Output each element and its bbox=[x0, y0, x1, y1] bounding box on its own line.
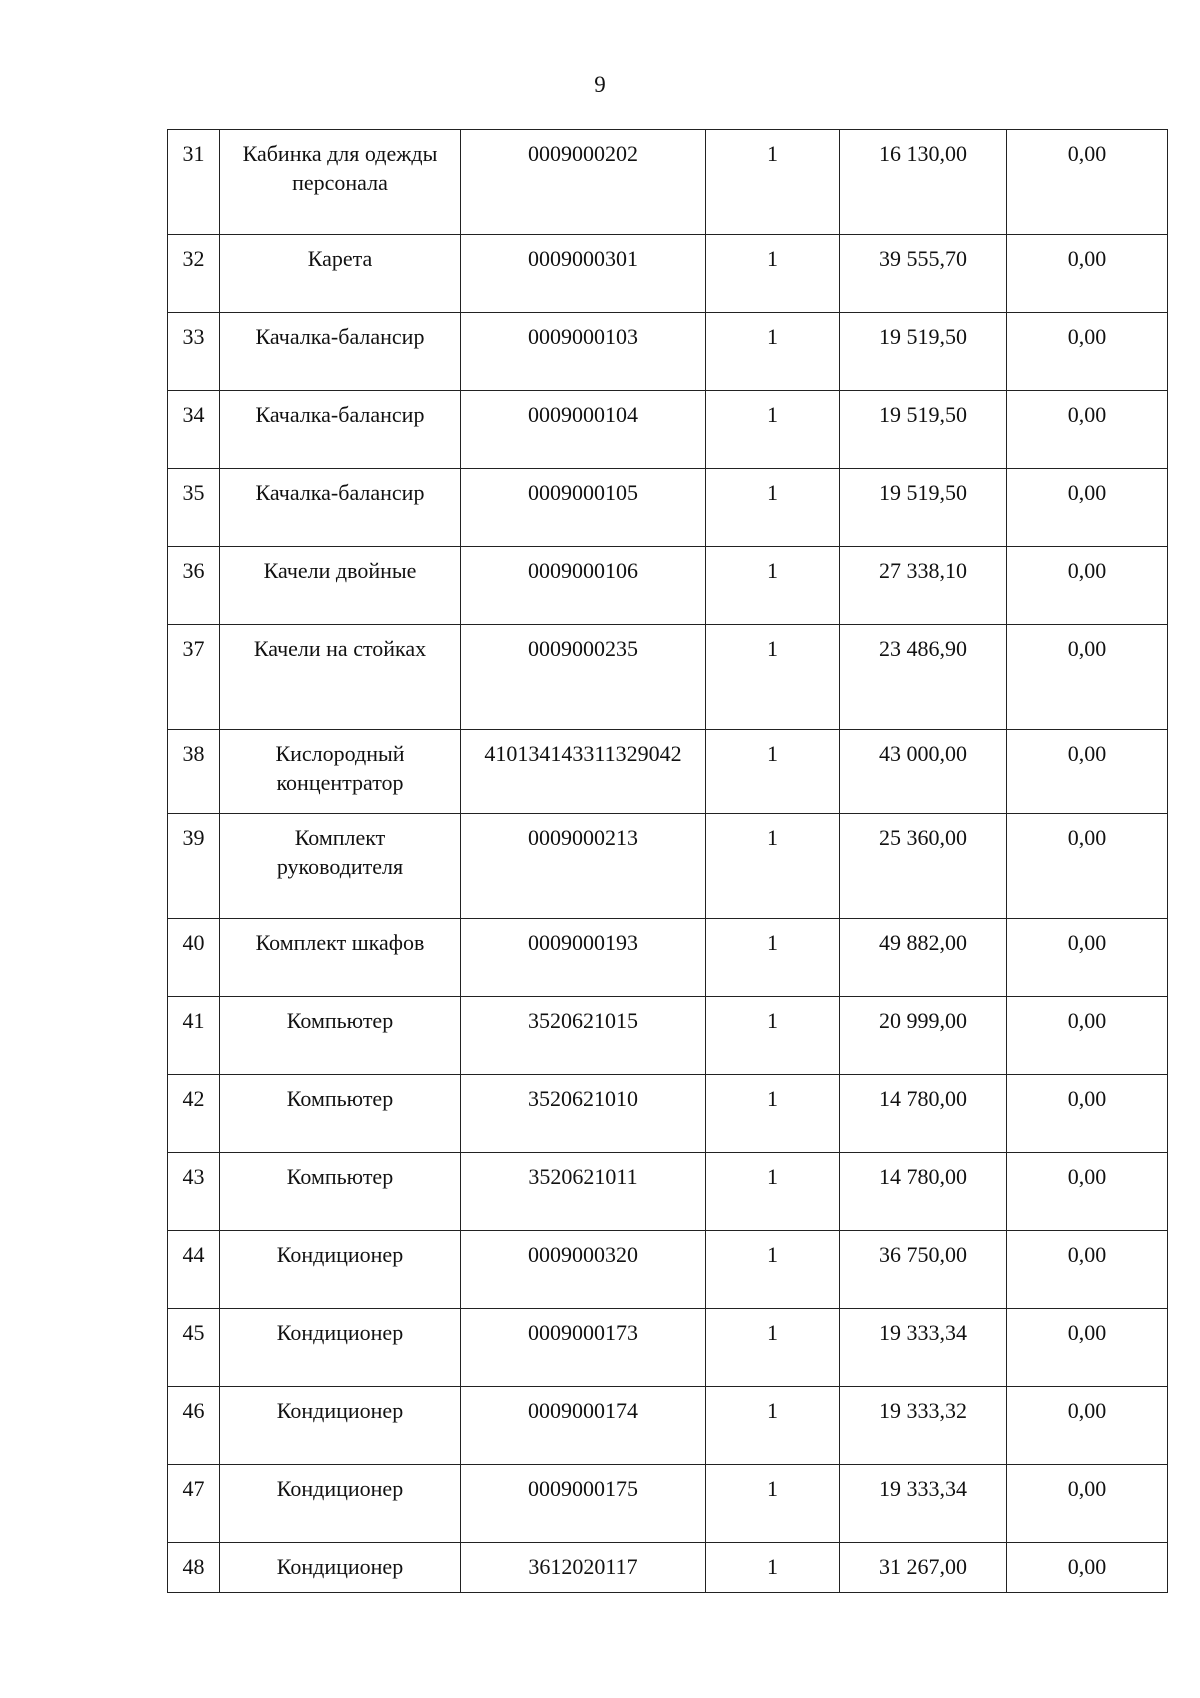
row-number-cell: 31 bbox=[168, 130, 220, 235]
inventory-number-cell: 0009000235 bbox=[461, 625, 706, 730]
item-name-cell: Качели двойные bbox=[220, 547, 461, 625]
cost-cell: 19 333,32 bbox=[840, 1387, 1007, 1465]
residual-value-cell: 0,00 bbox=[1007, 1153, 1168, 1231]
inventory-table bbox=[167, 129, 1168, 1593]
item-name-cell: Качели на стойках bbox=[220, 625, 461, 730]
row-number-cell: 48 bbox=[168, 1543, 220, 1593]
cost-cell: 14 780,00 bbox=[840, 1075, 1007, 1153]
inventory-number-cell: 410134143311329042 bbox=[461, 730, 706, 814]
inventory-number-cell: 3520621011 bbox=[461, 1153, 706, 1231]
table-row bbox=[168, 730, 1168, 814]
row-number-cell: 35 bbox=[168, 469, 220, 547]
item-name-cell: Комплект шкафов bbox=[220, 919, 461, 997]
quantity-cell: 1 bbox=[706, 814, 840, 919]
item-name-cell: Кондиционер bbox=[220, 1231, 461, 1309]
residual-value-cell: 0,00 bbox=[1007, 235, 1168, 313]
cost-cell: 20 999,00 bbox=[840, 997, 1007, 1075]
quantity-cell: 1 bbox=[706, 997, 840, 1075]
quantity-cell: 1 bbox=[706, 1075, 840, 1153]
quantity-cell: 1 bbox=[706, 547, 840, 625]
table-row bbox=[168, 1075, 1168, 1153]
page-number: 9 bbox=[594, 72, 606, 97]
item-name-cell: Компьютер bbox=[220, 1075, 461, 1153]
row-number-cell: 45 bbox=[168, 1309, 220, 1387]
quantity-cell: 1 bbox=[706, 1387, 840, 1465]
quantity-cell: 1 bbox=[706, 1153, 840, 1231]
table-row bbox=[168, 235, 1168, 313]
cost-cell: 36 750,00 bbox=[840, 1231, 1007, 1309]
table-row bbox=[168, 1387, 1168, 1465]
residual-value-cell: 0,00 bbox=[1007, 130, 1168, 235]
cost-cell: 16 130,00 bbox=[840, 130, 1007, 235]
table-row bbox=[168, 1309, 1168, 1387]
inventory-number-cell: 0009000320 bbox=[461, 1231, 706, 1309]
residual-value-cell: 0,00 bbox=[1007, 1465, 1168, 1543]
cost-cell: 19 333,34 bbox=[840, 1465, 1007, 1543]
table-row bbox=[168, 547, 1168, 625]
item-name-cell: Компьютер bbox=[220, 997, 461, 1075]
table-row bbox=[168, 391, 1168, 469]
residual-value-cell: 0,00 bbox=[1007, 1231, 1168, 1309]
residual-value-cell: 0,00 bbox=[1007, 1309, 1168, 1387]
inventory-number-cell: 0009000105 bbox=[461, 469, 706, 547]
residual-value-cell: 0,00 bbox=[1007, 313, 1168, 391]
quantity-cell: 1 bbox=[706, 1465, 840, 1543]
row-number-cell: 43 bbox=[168, 1153, 220, 1231]
quantity-cell: 1 bbox=[706, 235, 840, 313]
cost-cell: 39 555,70 bbox=[840, 235, 1007, 313]
item-name-cell: Качалка-балансир bbox=[220, 391, 461, 469]
cost-cell: 19 519,50 bbox=[840, 313, 1007, 391]
inventory-number-cell: 0009000173 bbox=[461, 1309, 706, 1387]
table-row bbox=[168, 1465, 1168, 1543]
quantity-cell: 1 bbox=[706, 313, 840, 391]
row-number-cell: 38 bbox=[168, 730, 220, 814]
inventory-number-cell: 0009000174 bbox=[461, 1387, 706, 1465]
row-number-cell: 33 bbox=[168, 313, 220, 391]
inventory-number-cell: 0009000175 bbox=[461, 1465, 706, 1543]
row-number-cell: 36 bbox=[168, 547, 220, 625]
inventory-number-cell: 0009000301 bbox=[461, 235, 706, 313]
quantity-cell: 1 bbox=[706, 469, 840, 547]
quantity-cell: 1 bbox=[706, 730, 840, 814]
item-name-cell: Карета bbox=[220, 235, 461, 313]
residual-value-cell: 0,00 bbox=[1007, 547, 1168, 625]
item-name-cell: Качалка-балансир bbox=[220, 469, 461, 547]
quantity-cell: 1 bbox=[706, 1543, 840, 1593]
row-number-cell: 32 bbox=[168, 235, 220, 313]
row-number-cell: 47 bbox=[168, 1465, 220, 1543]
row-number-cell: 46 bbox=[168, 1387, 220, 1465]
table-row bbox=[168, 1153, 1168, 1231]
table-row bbox=[168, 313, 1168, 391]
quantity-cell: 1 bbox=[706, 130, 840, 235]
row-number-cell: 42 bbox=[168, 1075, 220, 1153]
table-row bbox=[168, 1231, 1168, 1309]
table-row bbox=[168, 130, 1168, 235]
residual-value-cell: 0,00 bbox=[1007, 1075, 1168, 1153]
item-name-cell: Кондиционер bbox=[220, 1465, 461, 1543]
cost-cell: 23 486,90 bbox=[840, 625, 1007, 730]
inventory-number-cell: 3612020117 bbox=[461, 1543, 706, 1593]
quantity-cell: 1 bbox=[706, 625, 840, 730]
row-number-cell: 41 bbox=[168, 997, 220, 1075]
residual-value-cell: 0,00 bbox=[1007, 469, 1168, 547]
row-number-cell: 37 bbox=[168, 625, 220, 730]
quantity-cell: 1 bbox=[706, 391, 840, 469]
row-number-cell: 44 bbox=[168, 1231, 220, 1309]
table-row bbox=[168, 469, 1168, 547]
cost-cell: 49 882,00 bbox=[840, 919, 1007, 997]
row-number-cell: 34 bbox=[168, 391, 220, 469]
item-name-cell: Кондиционер bbox=[220, 1309, 461, 1387]
inventory-number-cell: 0009000202 bbox=[461, 130, 706, 235]
table-row bbox=[168, 919, 1168, 997]
residual-value-cell: 0,00 bbox=[1007, 997, 1168, 1075]
quantity-cell: 1 bbox=[706, 1309, 840, 1387]
inventory-number-cell: 0009000103 bbox=[461, 313, 706, 391]
item-name-cell: Кабинка для одежды персонала bbox=[220, 130, 461, 235]
cost-cell: 14 780,00 bbox=[840, 1153, 1007, 1231]
residual-value-cell: 0,00 bbox=[1007, 1543, 1168, 1593]
item-name-cell: Кондиционер bbox=[220, 1543, 461, 1593]
row-number-cell: 40 bbox=[168, 919, 220, 997]
quantity-cell: 1 bbox=[706, 919, 840, 997]
item-name-cell: Качалка-балансир bbox=[220, 313, 461, 391]
residual-value-cell: 0,00 bbox=[1007, 1387, 1168, 1465]
inventory-number-cell: 3520621010 bbox=[461, 1075, 706, 1153]
table-row bbox=[168, 625, 1168, 730]
table-row bbox=[168, 997, 1168, 1075]
cost-cell: 25 360,00 bbox=[840, 814, 1007, 919]
cost-cell: 43 000,00 bbox=[840, 730, 1007, 814]
residual-value-cell: 0,00 bbox=[1007, 391, 1168, 469]
table-row bbox=[168, 1543, 1168, 1593]
item-name-cell: Компьютер bbox=[220, 1153, 461, 1231]
inventory-number-cell: 0009000193 bbox=[461, 919, 706, 997]
quantity-cell: 1 bbox=[706, 1231, 840, 1309]
item-name-cell: Кондиционер bbox=[220, 1387, 461, 1465]
inventory-number-cell: 0009000104 bbox=[461, 391, 706, 469]
cost-cell: 27 338,10 bbox=[840, 547, 1007, 625]
inventory-number-cell: 0009000213 bbox=[461, 814, 706, 919]
residual-value-cell: 0,00 bbox=[1007, 919, 1168, 997]
cost-cell: 19 519,50 bbox=[840, 391, 1007, 469]
table-row bbox=[168, 814, 1168, 919]
residual-value-cell: 0,00 bbox=[1007, 625, 1168, 730]
item-name-cell: Комплект руководителя bbox=[220, 814, 461, 919]
cost-cell: 31 267,00 bbox=[840, 1543, 1007, 1593]
inventory-number-cell: 3520621015 bbox=[461, 997, 706, 1075]
row-number-cell: 39 bbox=[168, 814, 220, 919]
item-name-cell: Кислородный концентратор bbox=[220, 730, 461, 814]
inventory-number-cell: 0009000106 bbox=[461, 547, 706, 625]
cost-cell: 19 519,50 bbox=[840, 469, 1007, 547]
residual-value-cell: 0,00 bbox=[1007, 814, 1168, 919]
residual-value-cell: 0,00 bbox=[1007, 730, 1168, 814]
cost-cell: 19 333,34 bbox=[840, 1309, 1007, 1387]
